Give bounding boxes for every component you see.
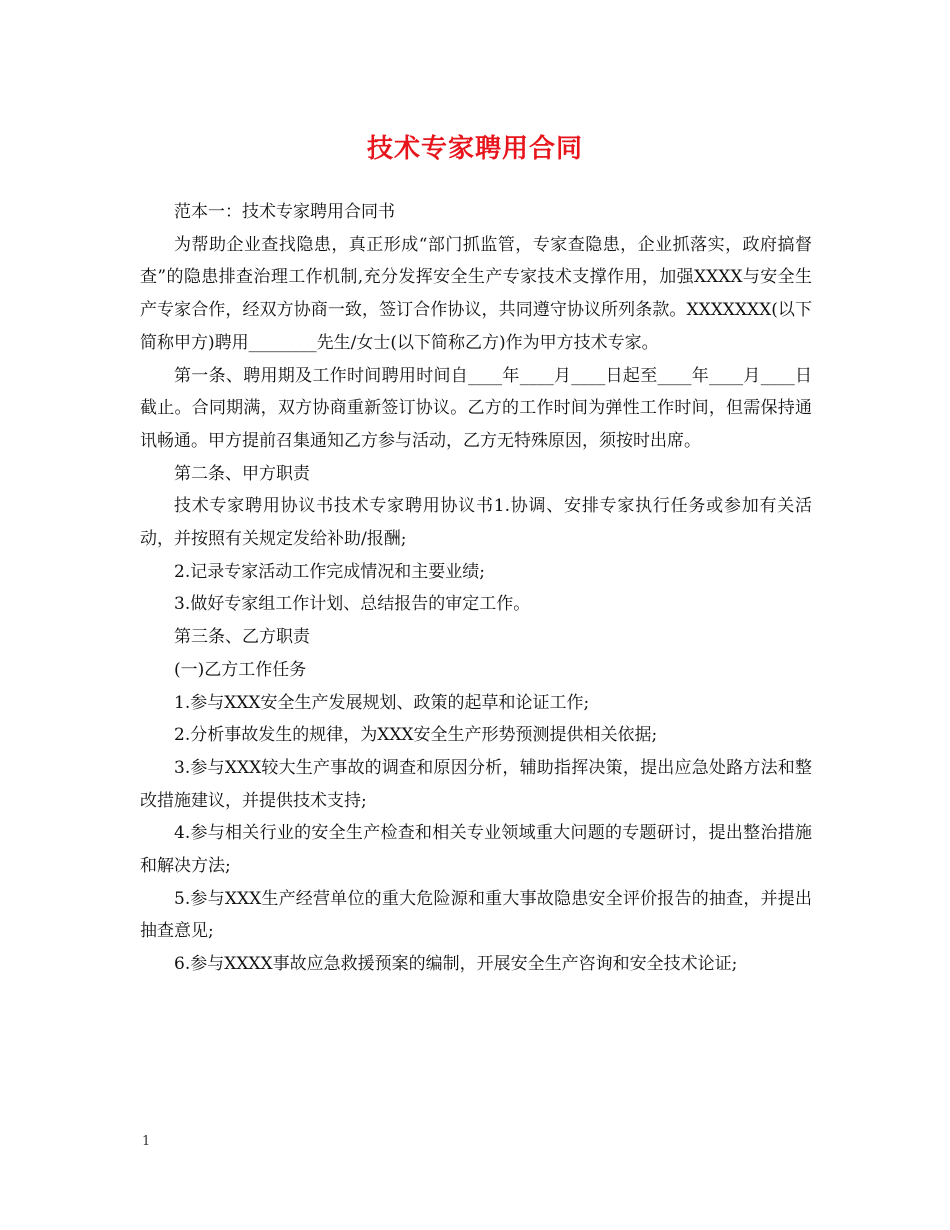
page-number: 1 — [142, 1134, 151, 1149]
paragraph: 2.分析事故发生的规律，为XXX安全生产形势预测提供相关依据; — [174, 725, 658, 746]
paragraph: 3.参与XXX较大生产事故的调查和原因分析，辅助指挥决策，提出应急处路方法和整改措施建议，并提供技术支持; — [140, 757, 812, 811]
paragraph: 1.参与XXX安全生产发展规划、政策的起草和论证工作; — [174, 692, 590, 713]
document-title: 技术专家聘用合同 — [366, 134, 583, 164]
paragraph: 5.参与XXX生产经营单位的重大危险源和重大事故隐患安全评价报告的抽查，并提出抽查意见; — [140, 888, 812, 942]
paragraph: 4.参与相关行业的安全生产检查和相关专业领域重大问题的专题研讨，提出整治措施和解决方法; — [140, 823, 812, 877]
paragraph: 范本一：技术专家聘用合同书 — [174, 202, 395, 222]
paragraph: 第一条、聘用期及工作时间聘用时间自____年____月____日起至____年____月____日截止。合同期满，双方协商重新签订协议。乙方的工作时间为弹性工作时间，但需保持通讯畅通。甲方提前召集通知乙方参与活动，乙方无特殊原因，须按时出席。 — [140, 365, 812, 451]
paragraph: 6.参与XXXX事故应急救援预案的编制，开展安全生产咨询和安全技术论证; — [174, 954, 738, 975]
paragraph: 3.做好专家组工作计划、总结报告的审定工作。 — [174, 594, 531, 615]
paragraph: 第三条、乙方职责 — [174, 627, 310, 648]
paragraph: 第二条、甲方职责 — [174, 463, 310, 484]
paragraph: 为帮助企业查找隐患，真正形成“部门抓监管，专家查隐患，企业抓落实，政府搞督查”的隐患排查治理工作机制,充分发挥安全生产专家技术支撑作用，加强XXXX与安全生产专家合作，经双方协商一致，签订合作协议，共同遵守协议所列条款。XXXXXXX(以下简称甲方)聘用________先生/女士(以下简称乙方)作为甲方技术专家。 — [140, 234, 812, 353]
paragraph: 技术专家聘用协议书技术专家聘用协议书1.协调、安排专家执行任务或参加有关活动，并按照有关规定发给补助/报酬; — [140, 496, 812, 550]
document-body — [140, 196, 812, 981]
paragraph: (一)乙方工作任务 — [174, 659, 307, 680]
paragraph: 2.记录专家活动工作完成情况和主要业绩; — [174, 561, 485, 582]
